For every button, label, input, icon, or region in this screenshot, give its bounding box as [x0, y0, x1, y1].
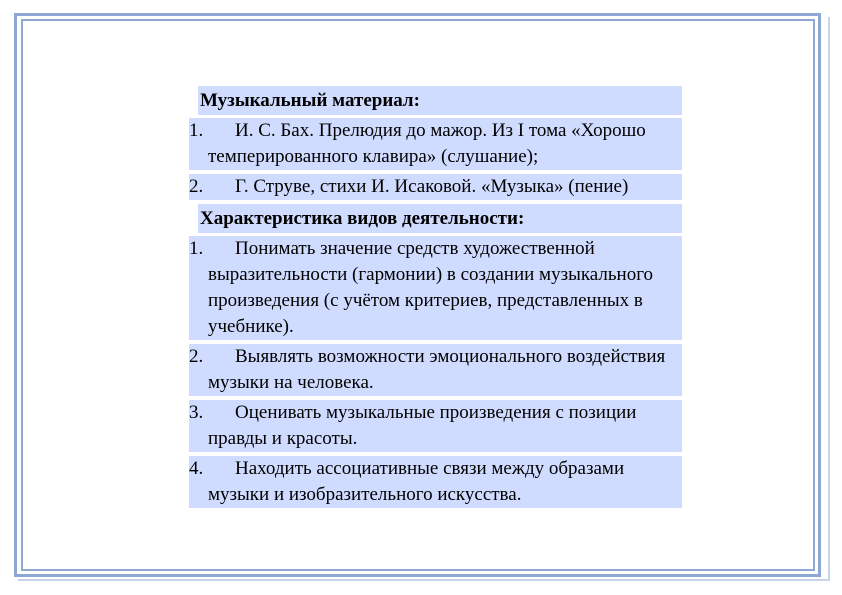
- section-heading-activities: Характеристика видов деятельности:: [198, 204, 682, 233]
- list-item: [189, 174, 682, 200]
- list-item: [189, 456, 682, 508]
- list-number: 4.: [189, 458, 204, 479]
- list-item-text: Находить ассоциативные связи между образами музыки и изобразительного искусства.: [208, 458, 625, 505]
- list-number: 1.: [189, 120, 204, 141]
- list-item: [189, 118, 682, 170]
- list-item-text: Выявлять возможности эмоционального воздействия музыки на человека.: [208, 346, 666, 393]
- list-item: [189, 236, 682, 340]
- list-number: 2.: [189, 346, 204, 367]
- list-number: 2.: [189, 176, 204, 197]
- list-item: [189, 400, 682, 452]
- list-item-text: Понимать значение средств художественной выразительности (гармонии) в создании музыкального произведения (с учётом критериев, представленных в учебнике).: [208, 238, 654, 337]
- list-item-text: Г. Струве, стихи И. Исаковой. «Музыка» (пение): [235, 176, 629, 197]
- list-item-text: Оценивать музыкальные произведения с позиции правды и красоты.: [208, 402, 637, 449]
- list-item: [189, 344, 682, 396]
- list-item-text: И. С. Бах. Прелюдия до мажор. Из I тома «Хорошо темперированного клавира» (слушание);: [208, 120, 646, 167]
- section-heading-music-material: Музыкальный материал:: [198, 86, 682, 115]
- list-number: 3.: [189, 402, 204, 423]
- list-number: 1.: [189, 238, 204, 259]
- text-content: [189, 86, 682, 512]
